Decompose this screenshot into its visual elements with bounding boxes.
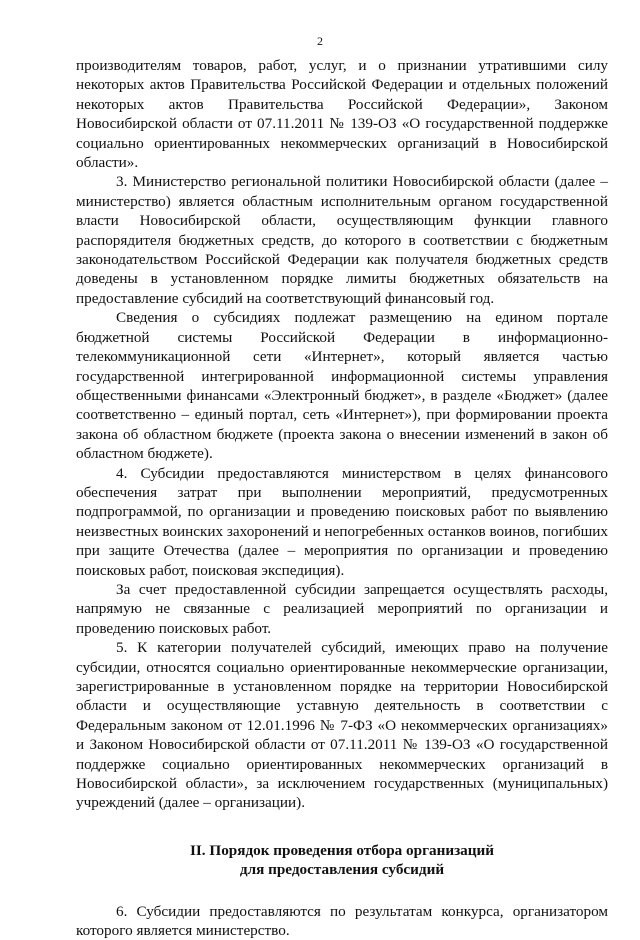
page-number: 2 <box>317 34 323 48</box>
document-body <box>76 56 608 940</box>
paragraph: За счет предоставленной субсидии запрещается осуществлять расходы, напрямую не связанные с реализацией мероприятий по организации и проведению поисковых работ. <box>76 580 608 637</box>
section-heading-line-2: для предоставления субсидий <box>239 861 445 879</box>
paragraph-group-2 <box>76 902 608 940</box>
paragraph-group-1 <box>76 56 608 813</box>
section-heading <box>76 841 608 880</box>
paragraph: 4. Субсидии предоставляются министерством в целях финансового обеспечения затрат при выполнении мероприятий, предусмотренных подпрограммой, по организации и проведению поисковых работ по выявлению неизвестных воинских захоронений и непогребенных останков воинов, погибших при защите Отечества (далее – мероприятия по организации и проведению поисковых работ, поисковая экспедиция). <box>76 464 608 579</box>
paragraph: 6. Субсидии предоставляются по результатам конкурса, организатором которого является министерство. <box>76 902 608 940</box>
paragraph: производителям товаров, работ, услуг, и о признании утратившими силу некоторых актов Правительства Российской Федерации и отдельных положений некоторых актов Правительства Российской Федерации», Законом Новосибирской области от 07.11.2011 № 139-ОЗ «О государственной поддержке социально ориентированных некоммерческих организаций в Новосибирской области». <box>76 57 608 172</box>
paragraph: 5. К категории получателей субсидий, имеющих право на получение субсидии, относятся социально ориентированные некоммерческие организации, зарегистрированные в установленном порядке на территории Новосибирской области и осуществляющие уставную деятельность в соответствии с Федеральным законом от 12.01.1996 № 7-ФЗ «О некоммерческих организациях» и Законом Новосибирской области от 07.11.2011 № 139-ОЗ «О государственной поддержке социально ориентированных некоммерческих организаций в Новосибирской области», за исключением государственных (муниципальных) учреждений (далее – организации). <box>76 639 608 812</box>
section-heading-line-1: II. Порядок проведения отбора организаций <box>189 841 495 859</box>
paragraph: 3. Министерство региональной политики Новосибирской области (далее – министерство) является областным исполнительным органом государственной власти Новосибирской области, осуществляющим функции главного распорядителя бюджетных средств, до которого в соответствии с бюджетным законодательством Российской Федерации как получателя бюджетных средств доведены в установленном порядке лимиты бюджетных обязательств на предоставление субсидий на соответствующий финансовый год. <box>76 173 608 307</box>
paragraph: Сведения о субсидиях подлежат размещению на едином портале бюджетной системы Российской Федерации в информационно-телекоммуникационной сети «Интернет», который является частью государственной интегрированной информационной системы управления общественными финансами «Электронный бюджет», в разделе «Бюджет» (далее соответственно – единый портал, сеть «Интернет»), при формировании проекта закона об областном бюджете (проекта закона о внесении изменений в закон об областном бюджете). <box>76 309 608 463</box>
